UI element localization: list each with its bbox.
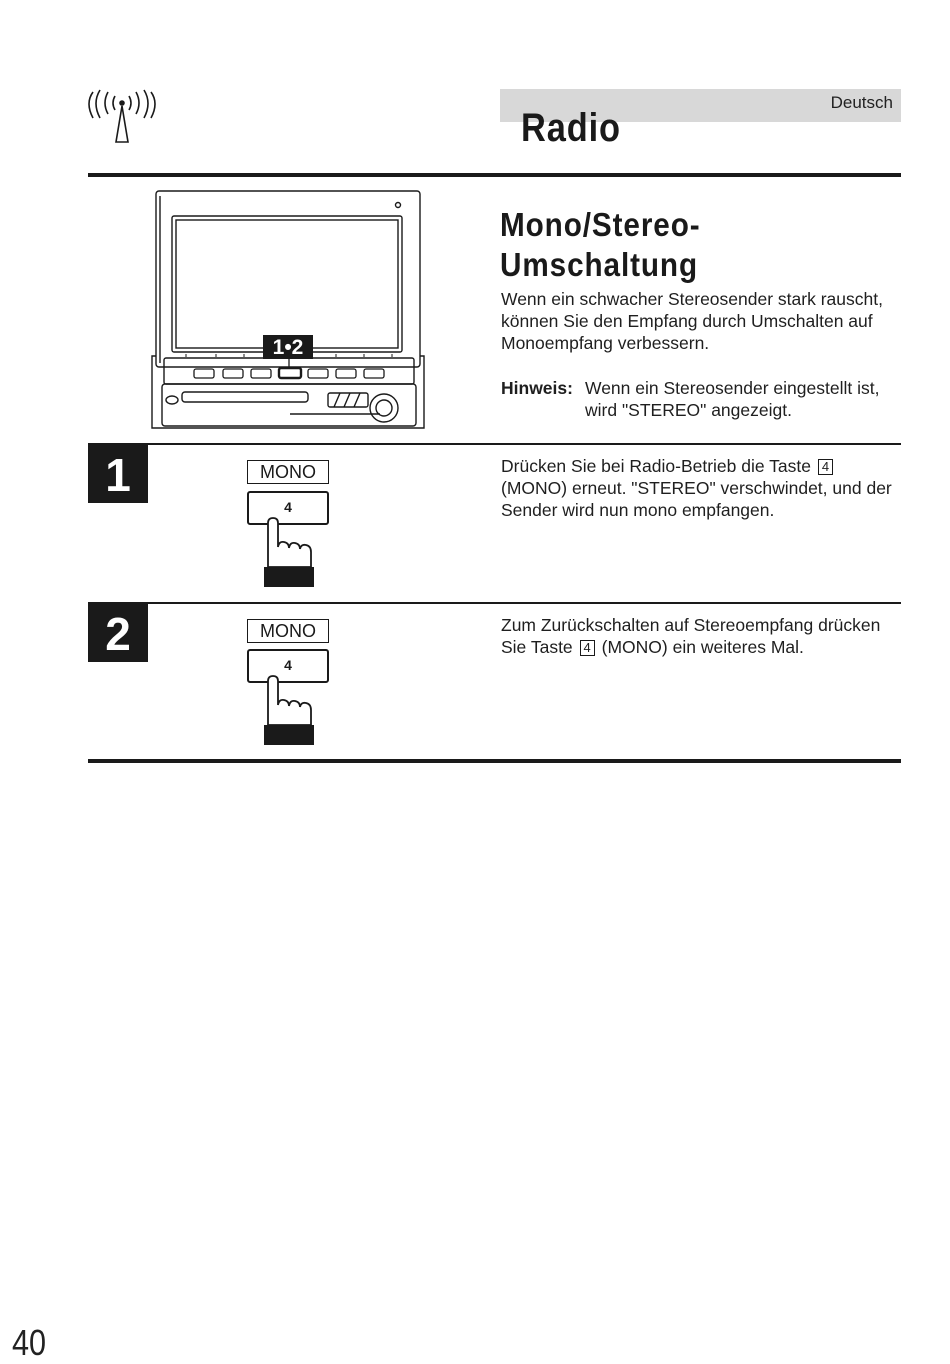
pointing-hand-icon	[262, 675, 316, 745]
preset-key-4-button-2[interactable]: 4	[247, 649, 329, 683]
antenna-icon	[86, 88, 158, 144]
callout-label: 1•2	[272, 336, 304, 359]
intro-text: Wenn ein schwacher Stereosender stark rauscht, können Sie den Empfang durch Umschalten auf Monoempfang verbessern.	[501, 289, 883, 353]
head-unit-illustration	[150, 188, 430, 433]
mono-label-1: MONO	[247, 460, 329, 484]
feature-title-line2: Umschaltung	[500, 246, 699, 283]
step-2-text-before: Zum Zurückschalten auf Stereoempfang drücken Sie Taste	[501, 615, 881, 657]
mono-label-2: MONO	[247, 619, 329, 643]
step-number-2: 2	[88, 604, 148, 662]
step-1-text	[501, 455, 896, 521]
step-2-text-after: (MONO) ein weiteres Mal.	[601, 637, 804, 657]
step-number-1: 1	[88, 445, 148, 503]
feature-title-line1: Mono/Stereo-	[500, 206, 701, 243]
step-1-text-after: (MONO) erneut. "STEREO" verschwindet, und der Sender wird nun mono empfangen.	[501, 478, 892, 520]
step-1-divider	[88, 443, 901, 445]
section-title: Radio	[521, 106, 621, 150]
section-end-divider	[88, 759, 901, 763]
page-number: 40	[12, 1322, 47, 1363]
key-4-icon: 4	[580, 640, 595, 656]
preset-key-4-button-1[interactable]: 4	[247, 491, 329, 525]
header-divider	[88, 173, 901, 177]
key-4-icon: 4	[818, 459, 833, 475]
step-2-text	[501, 614, 896, 658]
note-text: Wenn ein Stereosender eingestellt ist, wird "STEREO" angezeigt.	[585, 378, 880, 420]
step-2-divider	[88, 602, 901, 604]
pointing-hand-icon	[262, 517, 316, 587]
callout-badge	[263, 335, 313, 359]
step-1-text-before: Drücken Sie bei Radio-Betrieb die Taste	[501, 456, 811, 476]
note-label: Hinweis:	[501, 378, 573, 398]
language-label: Deutsch	[830, 93, 893, 112]
feature-title	[500, 205, 701, 285]
